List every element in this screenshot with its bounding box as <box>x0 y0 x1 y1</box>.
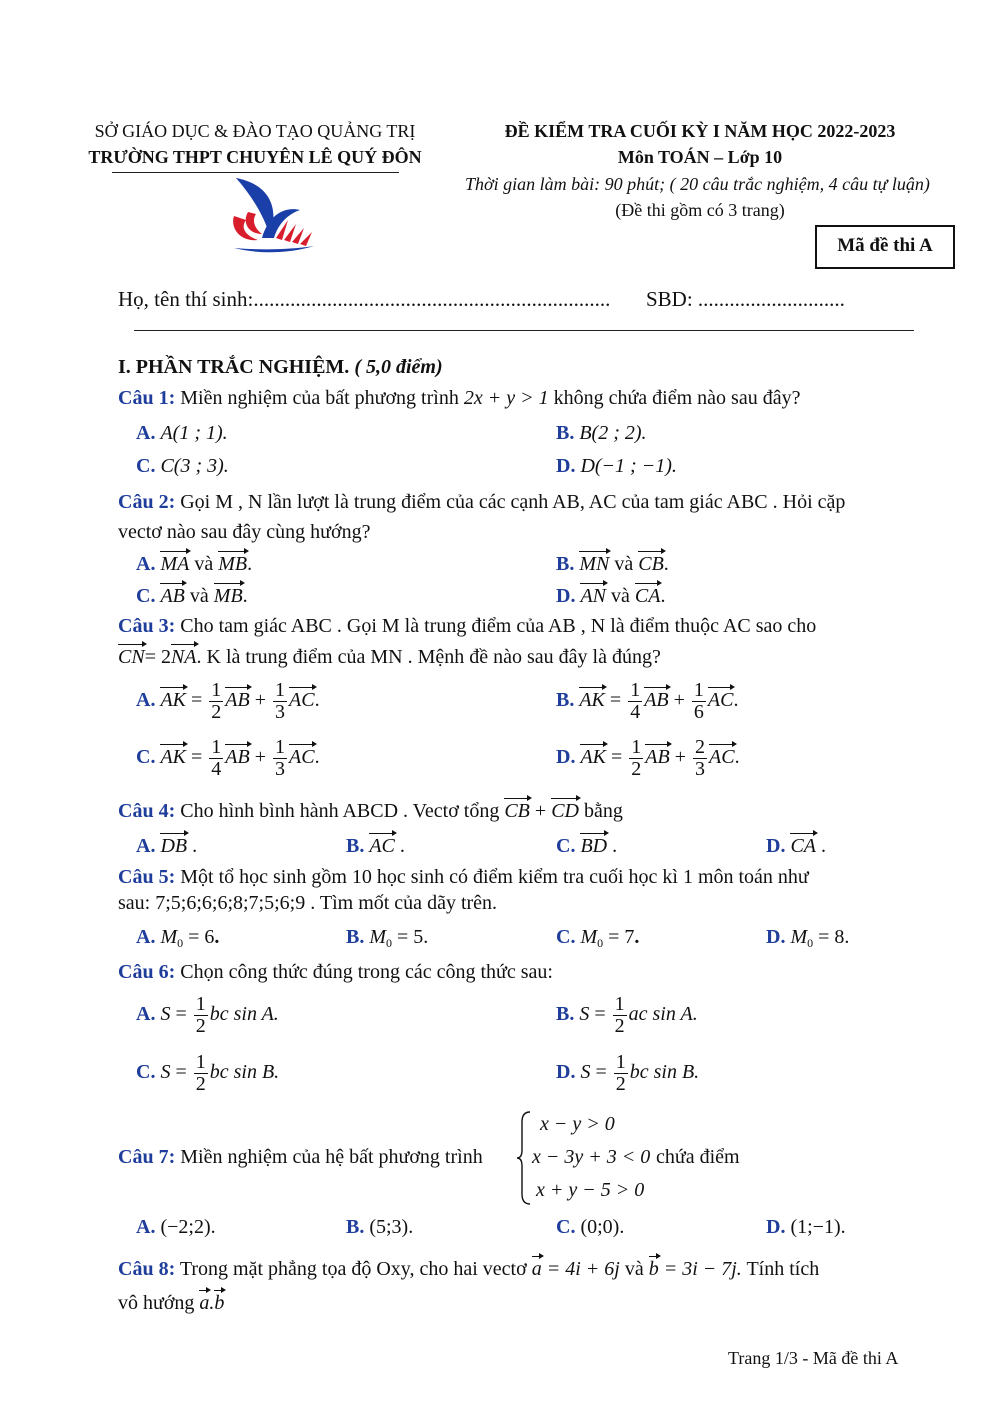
q6-option-b: B. S = $\frac{1}{2}$ ac sin A. <box>556 993 698 1037</box>
q5-option-c: C. $M_0 = 7$. <box>556 926 640 950</box>
q4-option-a: A. DB . <box>136 835 198 857</box>
q6-option-d: D. S = $\frac{1}{2}$ bc sin B. <box>556 1051 700 1095</box>
q1-option-b: B. B(2 ; 2). <box>556 422 647 444</box>
q7-option-d: D. (1;−1). <box>766 1216 846 1238</box>
q7-eq1: x − y > 0 <box>540 1113 615 1135</box>
q5-text2: sau: 7;5;6;6;6;8;7;5;6;9 . Tìm mốt của dãy trên. <box>118 892 498 914</box>
q5-option-b: B. $M_0 = 5$. <box>346 926 429 950</box>
q4-option-b: B. AC . <box>346 835 405 857</box>
question-6: Câu 6: Chọn công thức đúng trong các công thức sau: <box>118 961 553 983</box>
q1-option-d: D. D(−1 ; −1). <box>556 455 677 477</box>
q6-option-a: A. S = $\frac{1}{2}$ bc sin A. <box>136 993 279 1037</box>
q3-label: Câu 3: <box>118 615 176 637</box>
q3-text1: Cho tam giác ABC . Gọi M là trung điểm của AB , N là điểm thuộc AC sao cho <box>180 615 817 637</box>
dept-name: SỞ GIÁO DỤC & ĐÀO TẠO QUẢNG TRỊ <box>94 121 416 141</box>
question-7: Câu 7: Miền nghiệm của hệ bất phương trình <box>118 1146 483 1168</box>
section-points: ( 5,0 điểm) <box>354 356 443 378</box>
exam-subject: Môn TOÁN – Lớp 10 <box>617 147 783 167</box>
q3-option-c: C. AK = $\frac{1}{4}$ AB + $\frac{1}{3}$ AC. <box>136 736 320 780</box>
student-name-field: Họ, tên thí sinh:.................................................................... <box>118 287 611 311</box>
exam-code-box <box>815 225 955 269</box>
school-logo <box>228 176 318 258</box>
q3-option-d: D. AK = $\frac{1}{2}$ AB + $\frac{2}{3}$ AC. <box>556 736 740 780</box>
q2-option-c: C. AB và MB. <box>136 585 248 607</box>
exam-time: Thời gian làm bài: 90 phút; ( 20 câu trắc nghiệm, 4 câu tự luận) <box>465 174 930 194</box>
q1-expr: 2x + y > 1 <box>463 387 549 409</box>
q3-option-a: A. AK = $\frac{1}{2}$ AB + $\frac{1}{3}$ AC. <box>136 679 320 723</box>
q1-text-b: không chứa điểm nào sau đây? <box>553 387 801 409</box>
question-4: Câu 4: Cho hình bình hành ABCD . Vectơ tổng CB + CD bằng <box>118 800 623 822</box>
question-3 <box>118 615 908 638</box>
q7-eq2: x − 3y + 3 < 0 <box>532 1146 651 1168</box>
q4-option-d: D. CA . <box>766 835 827 857</box>
q3-text2: CN= 2NA. K là trung điểm của MN . Mệnh đề nào sau đây là đúng? <box>118 646 661 668</box>
exam-pages: (Đề thi gồm có 3 trang) <box>615 200 785 220</box>
q7-option-a: A. (−2;2). <box>136 1216 216 1238</box>
question-5: Câu 5: Một tổ học sinh gồm 10 học sinh có điểm kiểm tra cuối học kì 1 môn toán như <box>118 866 809 888</box>
question-1 <box>118 387 800 410</box>
question-2 <box>118 491 908 514</box>
sbd-field: SBD: ............................ <box>646 287 845 311</box>
exam-code: Mã đề thi A <box>837 235 933 256</box>
section-title <box>118 356 443 379</box>
q2-option-a: A. MA và MB. <box>136 553 253 575</box>
q7-option-c: C. (0;0). <box>556 1216 625 1238</box>
school-name: TRƯỜNG THPT CHUYÊN LÊ QUÝ ĐÔN <box>88 147 422 167</box>
q7-text-b: chứa điểm <box>656 1146 740 1168</box>
q2-option-d: D. AN và CA. <box>556 585 666 607</box>
q2-text2: vectơ nào sau đây cùng hướng? <box>118 521 371 543</box>
q7-brace <box>516 1110 532 1206</box>
q5-option-a: A. $M_0 = 6$. <box>136 926 220 950</box>
q4-option-c: C. BD . <box>556 835 618 857</box>
q7-eq3: x + y − 5 > 0 <box>536 1179 645 1201</box>
q2-label: Câu 2: <box>118 491 176 513</box>
page-footer: Trang 1/3 - Mã đề thi A <box>728 1348 899 1368</box>
q1-option-c: C. C(3 ; 3). <box>136 455 229 477</box>
q2-option-b: B. MN và CB. <box>556 553 669 575</box>
q3-option-b: B. AK = $\frac{1}{4}$ AB + $\frac{1}{6}$ AC. <box>556 679 739 723</box>
q8-text2: vô hướng a.b <box>118 1292 225 1314</box>
q1-text: Miền nghiệm của bất phương trình <box>180 387 459 409</box>
header-separator <box>134 330 914 331</box>
q5-option-d: D. $M_0 = 8$. <box>766 926 850 950</box>
q2-text1: Gọi M , N lần lượt là trung điểm của các cạnh AB, AC của tam giác ABC . Hỏi cặp <box>180 491 846 513</box>
question-8: Câu 8: Trong mặt phẳng tọa độ Oxy, cho hai vectơ a = 4i + 6j và b = 3i − 7j. Tính tích <box>118 1258 820 1280</box>
school-underline <box>112 172 399 173</box>
q1-label: Câu 1: <box>118 387 176 409</box>
section-title-text: I. PHẦN TRẮC NGHIỆM. <box>118 356 350 378</box>
q6-option-c: C. S = $\frac{1}{2}$ bc sin B. <box>136 1051 280 1095</box>
exam-title: ĐỀ KIỂM TRA CUỐI KỲ I NĂM HỌC 2022-2023 <box>504 121 896 141</box>
q1-option-a: A. A(1 ; 1). <box>136 422 228 444</box>
q7-option-b: B. (5;3). <box>346 1216 414 1238</box>
